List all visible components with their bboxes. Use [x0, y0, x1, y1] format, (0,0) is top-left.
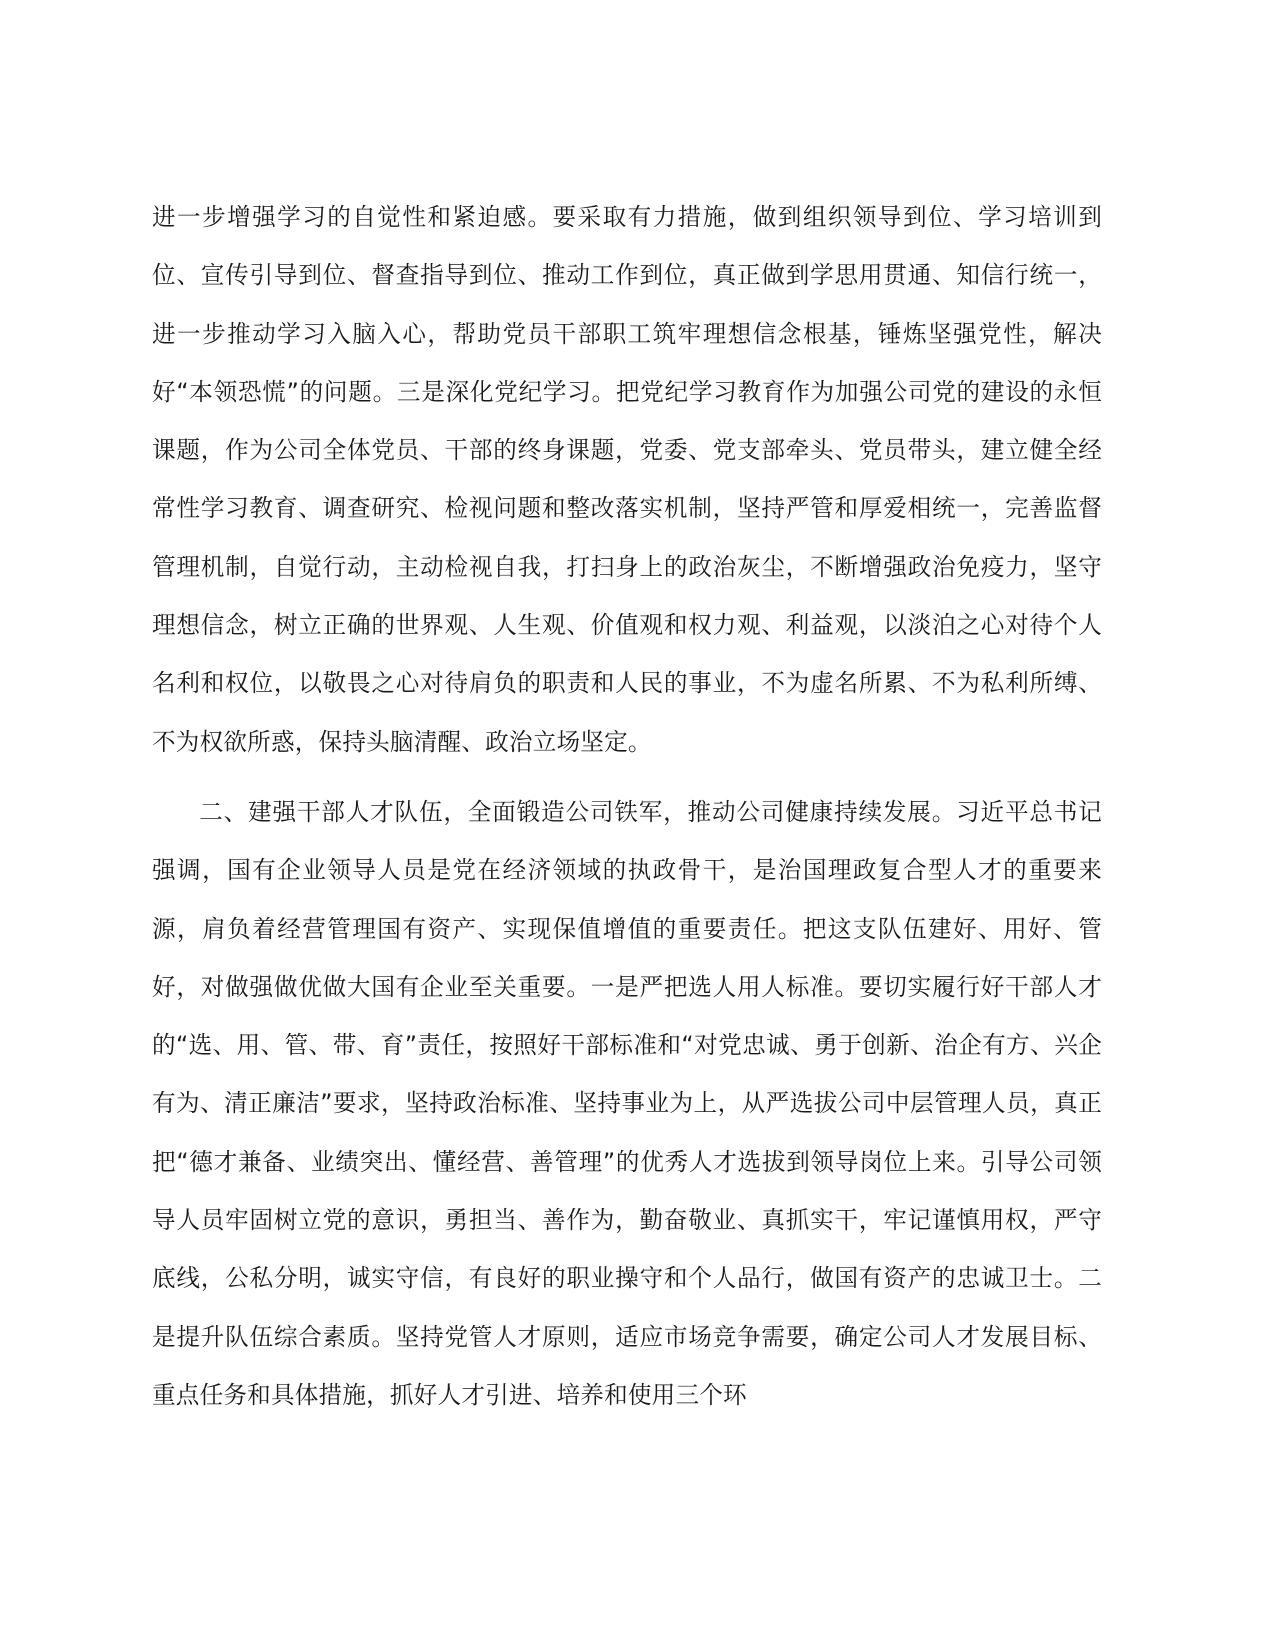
document-body [152, 188, 1102, 1424]
paragraph-continuation: 进一步增强学习的自觉性和紧迫感。要采取有力措施，做到组织领导到位、学习培训到位、宣传引导到位、督查指导到位、推动工作到位，真正做到学思用贯通、知信行统一，进一步推动学习入脑入心，帮助党员干部职工筑牢理想信念根基，锤炼坚强党性，解决好“本领恐慌”的问题。三是深化党纪学习。把党纪学习教育作为加强公司党的建设的永恒课题，作为公司全体党员、干部的终身课题，党委、党支部牵头、党员带头，建立健全经常性学习教育、调查研究、检视问题和整改落实机制，坚持严管和厚爱相统一，完善监督管理机制，自觉行动，主动检视自我，打扫身上的政治灰尘，不断增强政治免疫力，坚守理想信念，树立正确的世界观、人生观、价值观和权力观、利益观，以淡泊之心对待个人名利和权位，以敬畏之心对待肩负的职责和人民的事业，不为虚名所累、不为私利所缚、不为权欲所惑，保持头脑清醒、政治立场坚定。 [152, 203, 1102, 756]
paragraph-section-two: 二、建强干部人才队伍，全面锻造公司铁军，推动公司健康持续发展。习近平总书记强调，国有企业领导人员是党在经济领域的执政骨干，是治国理政复合型人才的重要来源，肩负着经营管理国有资产、实现保值增值的重要责任。把这支队伍建好、用好、管好，对做强做优做大国有企业至关重要。一是严把选人用人标准。要切实履行好干部人才的“选、用、管、带、育”责任，按照好干部标准和“对党忠诚、勇于创新、治企有方、兴企有为、清正廉洁”要求，坚持政治标准、坚持事业为上，从严选拔公司中层管理人员，真正把“德才兼备、业绩突出、懂经营、善管理”的优秀人才选拔到领导岗位上来。引导公司领导人员牢固树立党的意识，勇担当、善作为，勤奋敬业、真抓实干，牢记谨慎用权，严守底线，公私分明，诚实守信，有良好的职业操守和个人品行，做国有资产的忠诚卫士。二是提升队伍综合素质。坚持党管人才原则，适应市场竞争需要，确定公司人才发展目标、重点任务和具体措施，抓好人才引进、培养和使用三个环 [152, 797, 1102, 1409]
